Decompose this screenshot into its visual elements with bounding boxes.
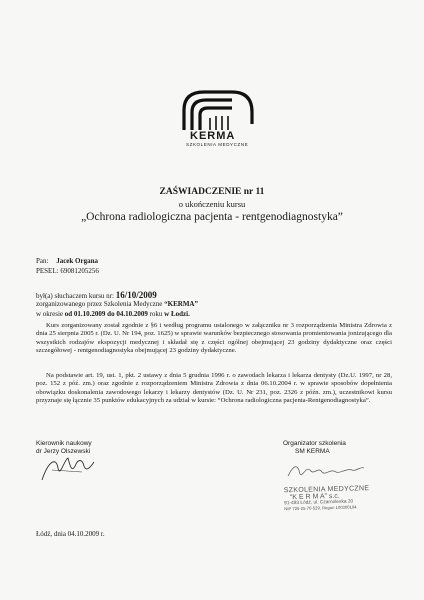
- period-line: [36, 310, 190, 318]
- listener-prefix: był(a) słuchaczem kursu nr:: [36, 292, 114, 300]
- name-line: [36, 257, 98, 265]
- period-mid: roku: [149, 310, 163, 318]
- pesel-line: [36, 267, 99, 275]
- pesel-label: PESEL:: [36, 267, 59, 275]
- stamp-line-2: “K E R M A” s.c.: [289, 492, 340, 502]
- paragraph-program: Kurs zorganizowany został zgodnie z §6 i według programu ustalonego w załączniku nr 3 rozporządzenia Ministra Zdrowia z dnia 25 sierpnia 2005 r. (Dz. U. Nr 194, poz. 1625) w sprawie warunków bezpiecznego stosowania promieniowania jonizującego dla wszystkich rodzajów ekspozycji medycznej i składał się z części ogólnej obejmującej 23 godziny dydaktyczne oraz części szczegółowej - rentgenodiagnostyka obejmującej 23 godziny dydaktyczne.: [36, 322, 393, 354]
- handwritten-signature-right-icon: [286, 460, 366, 482]
- name-label: Pan:: [36, 257, 49, 265]
- left-signature-name: dr Jerzy Olszewski: [36, 448, 91, 455]
- paragraph-legal: Na podstawie art. 19, ust. 1, pkt. 2 ustawy z dnia 5 grudnia 1996 r. o zawodach lekarza i lekarza dentysty (Dz.U. 1997, nr 28, poz. 152 z póź. zm.) oraz zgodnie z rozporządzeniem Ministra Zdrowia z dnia 06.10.2004 r. w sprawie sposobów dopełnienia obowiązku doskonalenia zawodowego lekarzy i lekarzy dentystów (Dz. U. Nr 231, poz. 2326 z późn. zm.), uczestnikowi kursu przyznaje się łącznie 35 punktów edukacyjnych za udział w kursie: “Ochrona radiologiczna pacjenta-Rentgenodiagnostyka”.: [36, 372, 392, 404]
- course-city: w Łodzi.: [164, 310, 190, 318]
- right-signature-name: SM KERMA: [295, 448, 330, 455]
- logo-name: KERMA: [190, 130, 236, 142]
- stamp-line-3: 91-493 Łódź, ul. Czarnoleska 20: [284, 499, 354, 507]
- certificate-title: ZAŚWIADCZENIE nr 11: [159, 187, 265, 197]
- stamp-line-4: NIP 726-25-70-529, Regon 100300194: [284, 504, 357, 512]
- issue-date: Łódź, dnia 04.10.2009 r.: [36, 530, 105, 538]
- right-signature-block: [283, 440, 346, 456]
- organizer-line: [36, 300, 198, 308]
- stamp-line-1: SZKOLENIA MEDYCZNE: [283, 485, 370, 495]
- course-title: „Ochrona radiologiczna pacjenta - rentgenodiagnostyka”: [81, 211, 343, 223]
- course-number: 16/10/2009: [115, 290, 157, 300]
- right-signature-role: Organizator szkolenia: [283, 440, 346, 447]
- logo-subtitle: SZKOLENIA MEDYCZNE: [186, 142, 249, 147]
- period-dates: od 01.10.2009 do 04.10.2009: [64, 310, 148, 318]
- listener-line: [36, 290, 157, 300]
- pesel-value: 69081205256: [60, 267, 99, 275]
- company-stamp: [284, 485, 385, 512]
- organizer-name: “KERMA”: [164, 300, 198, 308]
- organizer-prefix: zorganizowanego przez Szkolenia Medyczne: [36, 300, 163, 308]
- certificate-subtitle: o ukończeniu kursu: [178, 199, 246, 209]
- period-prefix: w okresie: [36, 310, 64, 318]
- left-signature-role: Kierownik naukowy: [36, 440, 92, 447]
- handwritten-signature-left-icon: [38, 452, 98, 484]
- person-name: Jacek Organa: [56, 257, 99, 265]
